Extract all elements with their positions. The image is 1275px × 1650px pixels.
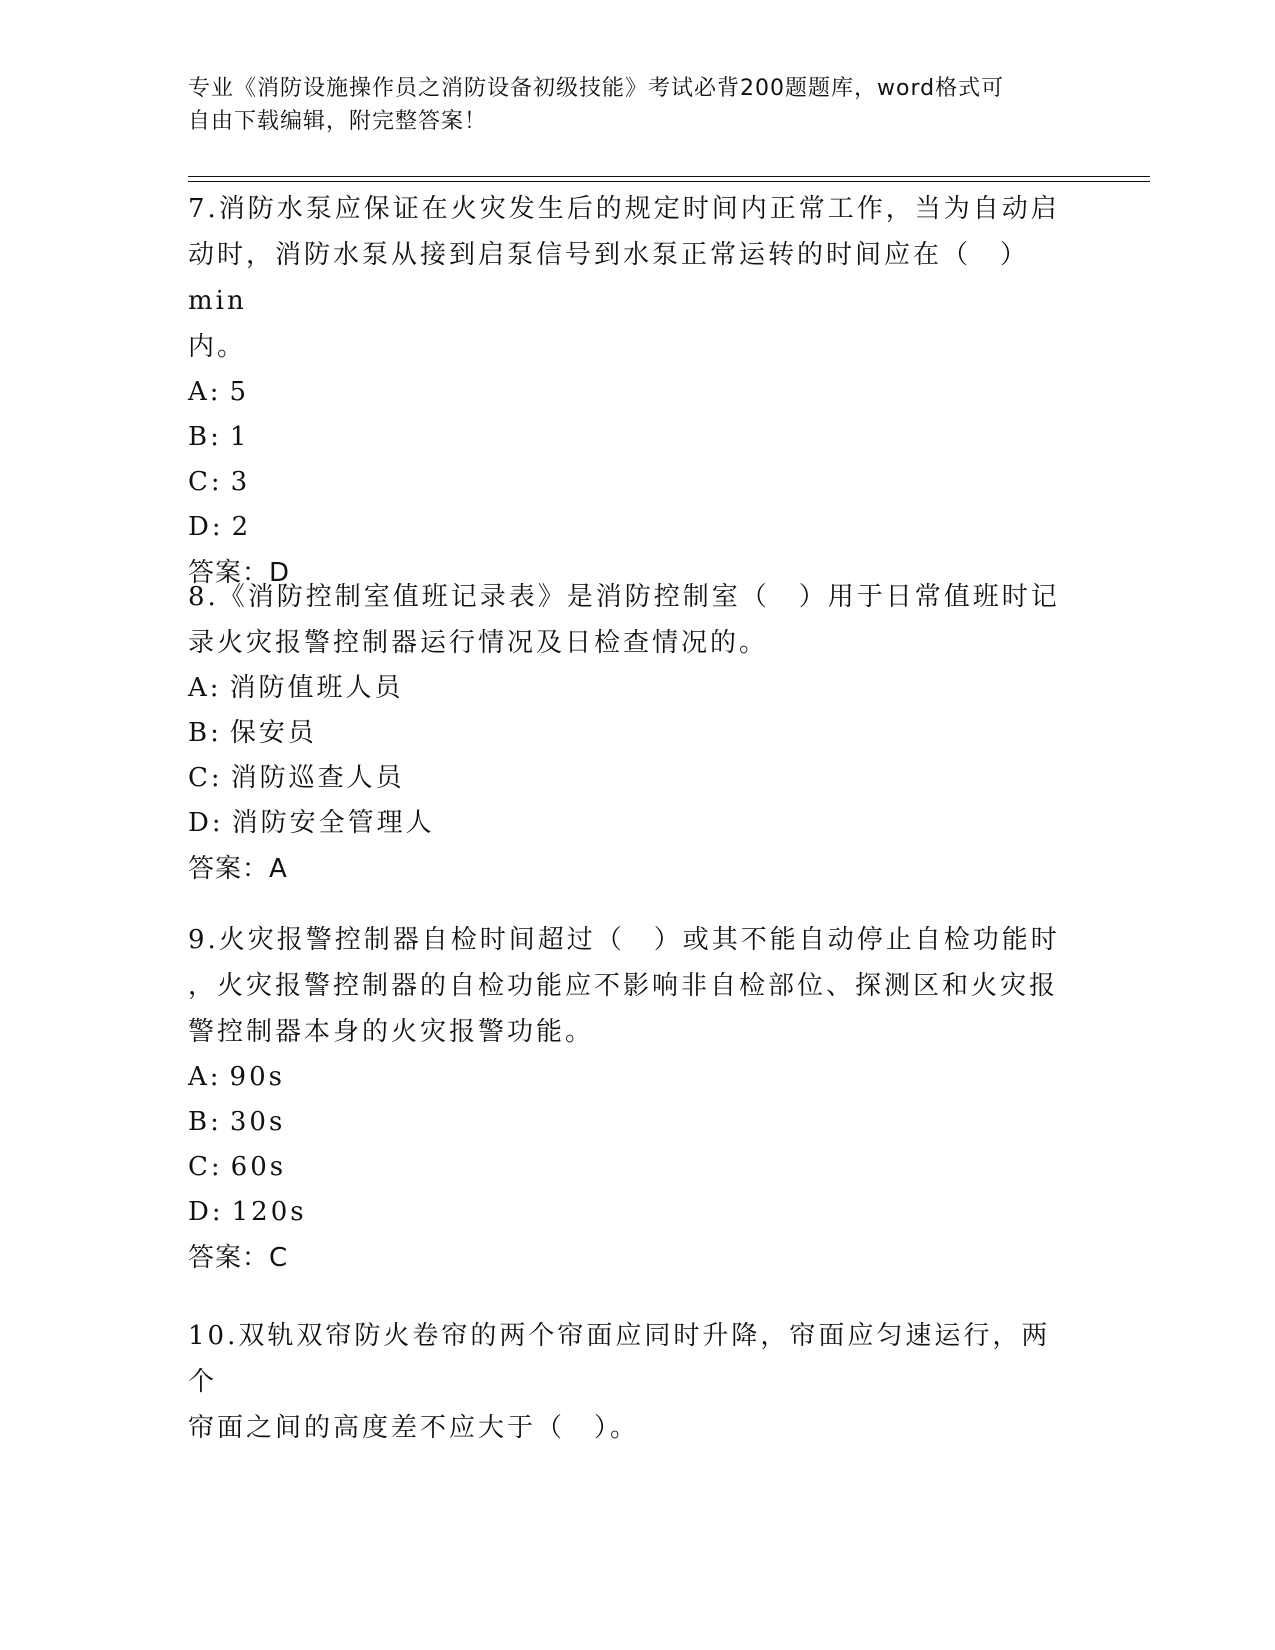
header-divider-top — [188, 176, 1150, 177]
answer-label: 答案：D — [188, 558, 291, 588]
option-value: 保安员 — [229, 718, 317, 748]
option-value: 90s — [229, 1062, 285, 1092]
question-line: 帘面之间的高度差不应大于（ ）。 — [188, 1413, 640, 1443]
answer-label: 答案：A — [188, 854, 288, 884]
question-10 — [188, 1313, 1068, 1451]
option-value: 3 — [230, 467, 251, 497]
option-value: 5 — [229, 377, 250, 407]
option-letter: B: — [188, 1107, 222, 1137]
answer-label: 答案：C — [188, 1243, 289, 1273]
question-line: 录火灾报警控制器运行情况及日检查情况的。 — [188, 628, 769, 658]
option-letter: D: — [188, 512, 224, 542]
question-line: 8.《消防控制室值班记录表》是消防控制室（ ）用于日常值班时记 — [188, 582, 1060, 612]
option-d — [188, 801, 1068, 846]
question-line: 7.消防水泵应保证在火灾发生后的规定时间内正常工作，当为自动启 — [188, 194, 1060, 224]
header-line-1: 专业《消防设施操作员之消防设备初级技能》考试必背200题题库，word格式可 — [188, 76, 1005, 101]
question-7-text — [188, 186, 1068, 370]
header-line-2: 自由下载编辑，附完整答案！ — [188, 109, 488, 134]
option-c — [188, 1145, 1068, 1190]
question-line: 内。 — [188, 332, 247, 362]
option-value: 1 — [229, 422, 250, 452]
option-letter: A: — [188, 377, 222, 407]
option-letter: D: — [188, 808, 224, 838]
option-value: 60s — [230, 1152, 287, 1182]
header-divider-bottom — [188, 181, 1150, 182]
option-letter: C: — [188, 763, 223, 793]
question-9-text — [188, 917, 1068, 1055]
question-8-text — [188, 574, 1068, 666]
option-value: 2 — [231, 512, 252, 542]
option-letter: C: — [188, 467, 223, 497]
option-a — [188, 666, 1068, 711]
option-a — [188, 1055, 1068, 1100]
option-b — [188, 415, 1068, 460]
question-10-text — [188, 1313, 1068, 1451]
option-letter: A: — [188, 673, 222, 703]
document-header — [188, 72, 1068, 138]
option-letter: A: — [188, 1062, 222, 1092]
option-d — [188, 1190, 1068, 1235]
question-line: 警控制器本身的火灾报警功能。 — [188, 1017, 595, 1047]
option-d — [188, 505, 1068, 550]
option-letter: B: — [188, 718, 222, 748]
option-value: 30s — [229, 1107, 286, 1137]
option-letter: B: — [188, 422, 222, 452]
option-c — [188, 756, 1068, 801]
option-letter: C: — [188, 1152, 223, 1182]
question-line: 动时，消防水泵从接到启泵信号到水泵正常运转的时间应在（ ）min — [188, 240, 1030, 316]
option-value: 消防巡查人员 — [230, 763, 405, 793]
question-9 — [188, 917, 1068, 1281]
option-c — [188, 460, 1068, 505]
question-7 — [188, 186, 1068, 596]
question-line: 9.火灾报警控制器自检时间超过（ ）或其不能自动停止自检功能时 — [188, 925, 1060, 955]
option-b — [188, 711, 1068, 756]
question-line: 10.双轨双帘防火卷帘的两个帘面应同时升降，帘面应匀速运行，两个 — [188, 1321, 1051, 1397]
option-letter: D: — [188, 1197, 224, 1227]
question-line: ，火灾报警控制器的自检功能应不影响非自检部位、探测区和火灾报 — [188, 971, 1059, 1001]
option-value: 120s — [231, 1197, 307, 1227]
question-8 — [188, 574, 1068, 892]
option-value: 消防安全管理人 — [231, 808, 435, 838]
option-value: 消防值班人员 — [229, 673, 404, 703]
option-b — [188, 1100, 1068, 1145]
option-a — [188, 370, 1068, 415]
